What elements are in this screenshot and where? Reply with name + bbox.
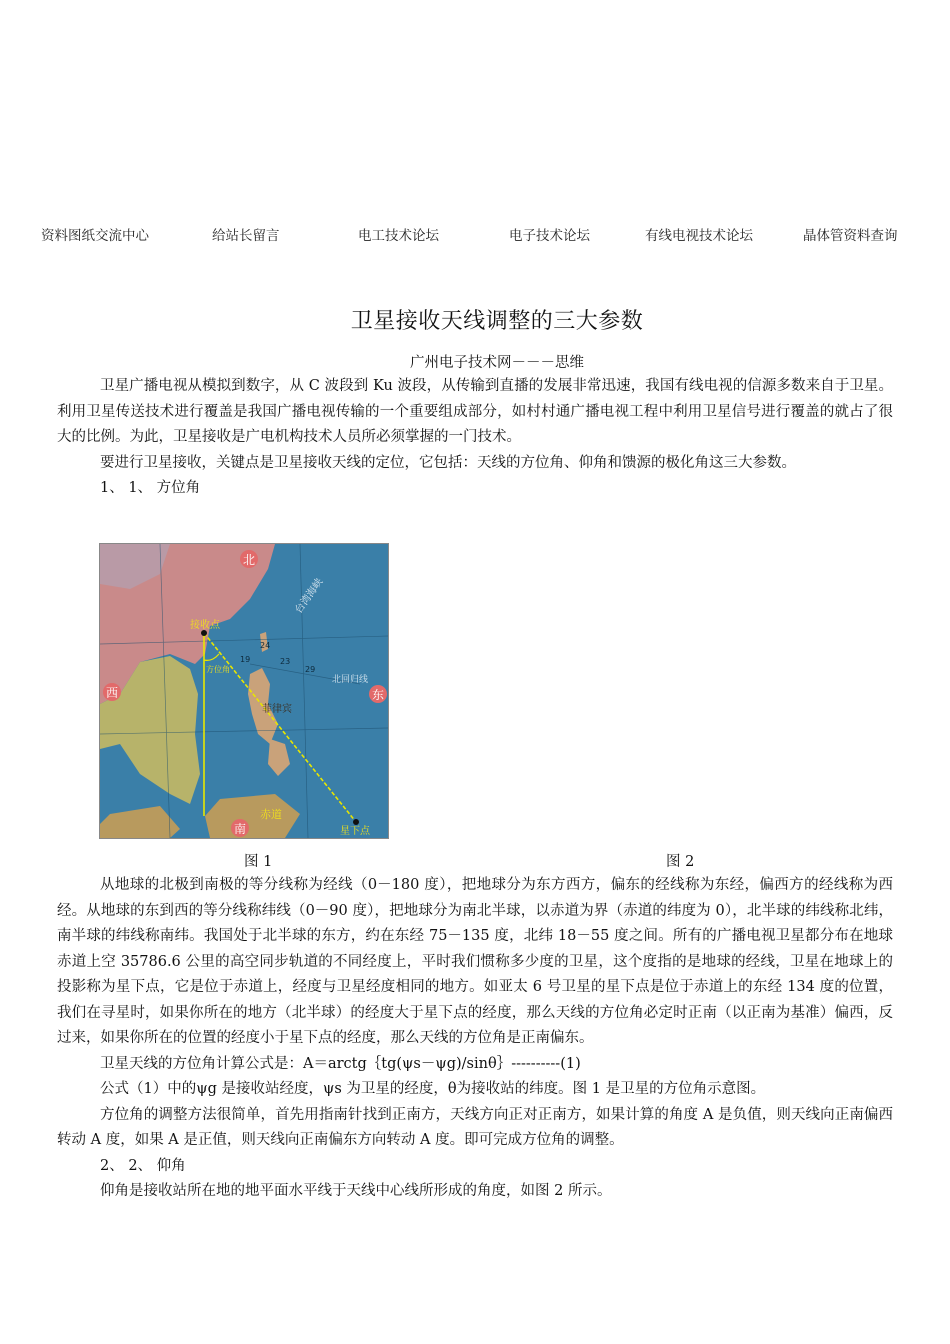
map-illustration — [100, 544, 388, 838]
nav-link-electrician-forum[interactable]: 电工技术论坛 — [358, 228, 439, 244]
subsatellite-point — [353, 819, 359, 825]
section-heading-elevation: 2、 2、 仰角 — [100, 1157, 186, 1174]
formula-line: 卫星天线的方位角计算公式是：A＝arctg｛tg(ψs－ψg)/sinθ｝----------(1) — [100, 1055, 581, 1072]
map-number-label: 29 — [305, 665, 316, 674]
nav-link-guestbook[interactable]: 给站长留言 — [212, 228, 280, 244]
map-number-label: 19 — [240, 655, 251, 664]
body-paragraph: 从地球的北极到南极的等分线称为经线（0－180 度），把地球分为东方西方，偏东的经线称为东经，偏西方的经线称为西经。从地球的东到西的等分线称纬线（0－90 度），把地球分为南北半球，以赤道为界（赤道的纬度为 0），北半球的纬线称北纬，南半球的纬线称南纬。我国处于北半球的东方，约在东经 75－135 度，北纬 18－55 度之间。所有的广播电视卫星都分布在地球赤道上空 35786.6 公里的高空同步轨道的不同经度上，平时我们惯称多少度的卫星，这个度指的是地球的经线，卫星在地球上的投影称为星下点，它是位于赤道上，经度与卫星经度相同的地方。如亚太 6 号卫星的星下点是位于赤道上的东经 134 度的位置，我们在寻星时，如果你所在的地方（北半球）的经度大于星下点的经度，那么天线的方位角必定时正南（以正南为基准）偏西，反过来，如果你所在的位置的经度小于星下点的经度，那么天线的方位角是正南偏东。 — [57, 877, 893, 1046]
figure-1-caption: 图 1 — [244, 854, 273, 870]
nav-link-electronics-forum[interactable]: 电子技术论坛 — [509, 228, 590, 244]
section-heading-azimuth: 1、 1、 方位角 — [100, 480, 201, 496]
nav-link-transistor-lookup[interactable]: 晶体管资料查询 — [803, 228, 898, 244]
receiver-label: 接收点 — [190, 620, 220, 631]
body-paragraph: 方位角的调整方法很简单，首先用指南针找到正南方，天线方向正对正南方，如果计算的角度 A 是负值，则天线向正南偏西转动 A 度，如果 A 是正值，则天线向正南偏东方向转动 A 度。即可完成方位角的调整。 — [57, 1106, 893, 1148]
south-label: 南 — [233, 822, 247, 836]
equator-label: 赤道 — [260, 808, 282, 821]
article-byline: 广州电子技术网－－－思维 — [410, 355, 584, 371]
figure-1-map — [99, 543, 389, 839]
east-label: 东 — [371, 688, 385, 702]
intro-text — [57, 374, 893, 502]
body-paragraph: 公式（1）中的ψg 是接收站经度，ψs 为卫星的经度，θ为接收站的纬度。图 1 是卫星的方位角示意图。 — [100, 1081, 766, 1097]
map-region-label: 台湾海峡 — [293, 576, 326, 616]
map-number-label: 24 — [260, 641, 271, 650]
map-region-label: 北回归线 — [332, 675, 369, 685]
body-text — [57, 873, 893, 1205]
azimuth-label: 方位角 — [206, 665, 230, 674]
figure-2-caption: 图 2 — [666, 854, 695, 870]
subpoint-label: 星下点 — [340, 826, 370, 837]
north-label: 北 — [242, 553, 256, 567]
article-title: 卫星接收天线调整的三大参数 — [350, 309, 644, 334]
map-number-label: 23 — [280, 657, 291, 666]
body-paragraph: 仰角是接收站所在地的地平面水平线于天线中心线所形成的角度，如图 2 所示。 — [100, 1183, 612, 1199]
map-region-label: 菲律宾 — [262, 704, 292, 715]
top-nav — [0, 224, 950, 246]
intro-paragraph: 卫星广播电视从模拟到数字，从 C 波段到 Ku 波段，从传输到直播的发展非常迅速，我国有线电视的信源多数来自于卫星。利用卫星传送技术进行覆盖是我国广播电视传输的一个重要组成部分，如村村通广播电视工程中利用卫星信号进行覆盖的就占了很大的比例。为此，卫星接收是广电机构技术人员所必须掌握的一门技术。 — [57, 378, 893, 445]
west-label: 西 — [105, 686, 119, 700]
nav-link-resource-center[interactable]: 资料图纸交流中心 — [41, 228, 149, 244]
intro-paragraph: 要进行卫星接收，关键点是卫星接收天线的定位，它包括：天线的方位角、仰角和馈源的极化角这三大参数。 — [100, 454, 796, 471]
nav-link-cable-tv-forum[interactable]: 有线电视技术论坛 — [645, 228, 753, 244]
